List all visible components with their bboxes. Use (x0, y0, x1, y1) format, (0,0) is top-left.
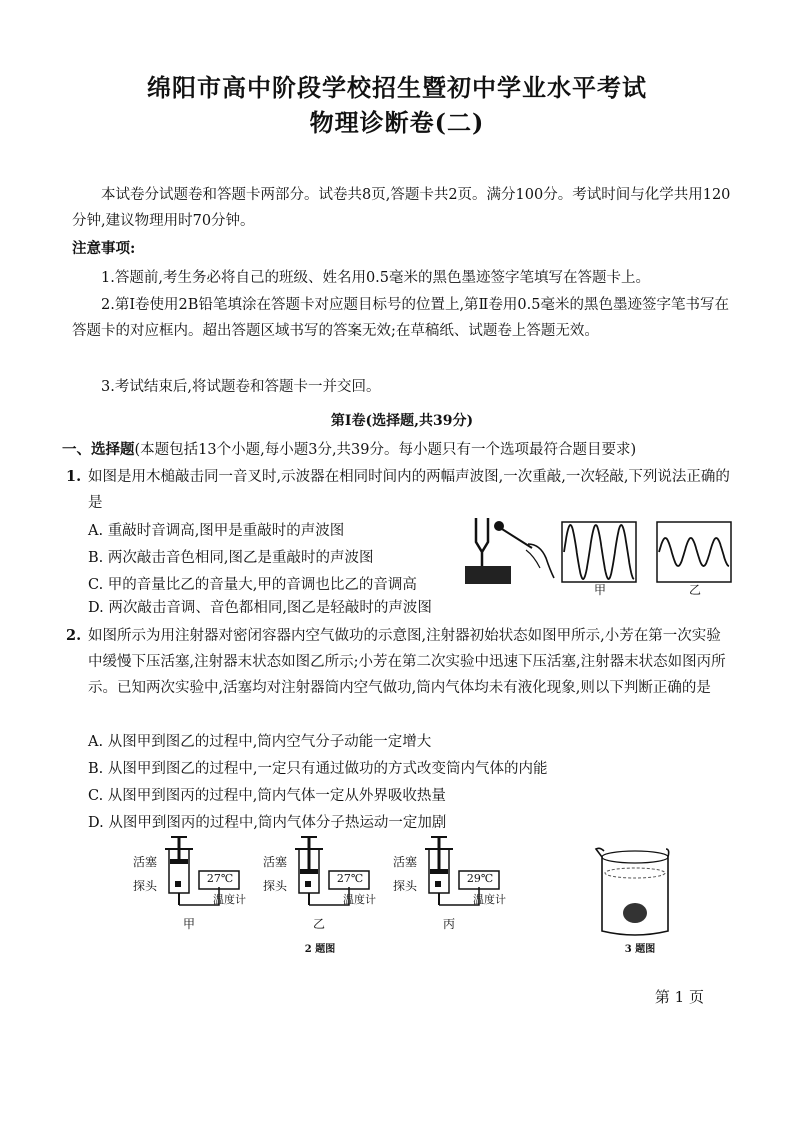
note-item-3: 3.考试结束后,将试题卷和答题卡一并交回。 (101, 379, 381, 395)
q2-option-b: B. 从图甲到图乙的过程中,一定只有通过做功的方式改变筒内气体的内能 (88, 761, 548, 777)
fig2-caption: 2 题图 (304, 944, 336, 955)
question-1-stem: 如图是用木槌敲击同一音叉时,示波器在相同时间内的两幅声波图,一次重敲,一次轻敲,下列说法正确的是 (88, 469, 730, 511)
probe-label: 探头 (133, 879, 158, 893)
notes-heading: 注意事项: (72, 240, 136, 257)
q1-option-a: A. 重敲时音调高,图甲是重敲时的声波图 (88, 523, 345, 539)
water-surface (605, 868, 665, 878)
q2-option-c: C. 从图甲到图丙的过程中,筒内气体一定从外界吸收热量 (88, 788, 446, 804)
syringe-2 (263, 835, 393, 935)
intro-text: 本试卷分试题卷和答题卡两部分。试卷共8页,答题卡共2页。满分100分。考试时间与化学共用120分钟,建议物理用时70分钟。 (72, 187, 731, 229)
question-2 (66, 623, 732, 701)
q2-option-a: A. 从图甲到图乙的过程中,筒内空气分子动能一定增大 (88, 734, 432, 750)
probe-label: 探头 (393, 879, 418, 893)
exam-subtitle: 物理诊断卷(二) (309, 108, 485, 137)
syringe-caption: 甲 (183, 917, 196, 931)
mallet-handle (502, 529, 532, 548)
q1-option-d: D. 两次敲击音调、音色都相同,图乙是轻敲时的声波图 (88, 600, 432, 616)
question-2-number: 2. (66, 627, 82, 644)
probe-label: 探头 (263, 879, 288, 893)
thermometer-label: 温度计 (343, 893, 376, 906)
q1-option-b: B. 两次敲击音色相同,图乙是重敲时的声波图 (88, 550, 374, 566)
note-item-2: 2.第Ⅰ卷使用2B铅笔填涂在答题卡对应题目标号的位置上,第Ⅱ卷用0.5毫米的黑色墨迹签字笔书写在答题卡的对应框内。超出答题区域书写的答案无效;在草稿纸、试题卷上答题无效。 (72, 297, 729, 339)
object-in-water (623, 903, 647, 923)
section-heading-rest: (本题包括13个小题,每小题3分,共39分。每小题只有一个选项最符合题目要求) (134, 442, 637, 458)
hand (528, 544, 554, 578)
temperature-readout: 27℃ (206, 872, 234, 885)
syringe-3 (393, 835, 523, 935)
fig-label-yi: 乙 (688, 583, 701, 597)
section-title: 第Ⅰ卷(选择题,共39分) (330, 413, 474, 429)
section-heading (62, 437, 742, 463)
question-1-number: 1. (66, 468, 82, 485)
wave-yi (659, 538, 729, 566)
wave-jia (564, 525, 634, 579)
wave-box-yi (657, 522, 731, 582)
syringe-caption: 丙 (443, 917, 456, 931)
piston-label: 活塞 (393, 855, 418, 869)
thermometer-label: 温度计 (213, 893, 246, 906)
resonance-box (465, 566, 511, 584)
q1-option-c: C. 甲的音量比乙的音量大,甲的音调也比乙的音调高 (88, 577, 417, 593)
question-1 (66, 464, 732, 516)
beaker-figure (590, 843, 680, 938)
q2-option-d: D. 从图甲到图丙的过程中,筒内气体分子热运动一定加剧 (88, 815, 447, 831)
tuning-fork (476, 518, 488, 566)
temperature-readout: 27℃ (336, 872, 364, 885)
exam-title: 绵阳市高中阶段学校招生暨初中学业水平考试 (147, 73, 647, 102)
piston-label: 活塞 (133, 855, 158, 869)
fig3-caption: 3 题图 (624, 944, 656, 955)
temperature-readout: 29℃ (466, 872, 494, 885)
question-2-stem: 如图所示为用注射器对密闭容器内空气做功的示意图,注射器初始状态如图甲所示,小芳在第一次实验中缓慢下压活塞,注射器末状态如图乙所示;小芳在第二次实验中迅速下压活塞,注射器末状态如图丙所示。已知两次实验中,活塞均对注射器筒内空气做功,筒内气体均未有液化现象,则以下判断正确的是 (88, 628, 726, 696)
page-number: 第 1 页 (654, 988, 704, 1006)
thermometer-label: 温度计 (473, 893, 506, 906)
section-heading-label: 一、选择题 (62, 441, 135, 458)
piston-label: 活塞 (263, 855, 288, 869)
syringe-1 (133, 835, 263, 935)
fig-label-jia: 甲 (593, 583, 606, 597)
note-item-1: 1.答题前,考生务必将自己的班级、姓名用0.5毫米的黑色墨迹签字笔填写在答题卡上。 (101, 270, 651, 286)
syringe-caption: 乙 (313, 917, 326, 931)
